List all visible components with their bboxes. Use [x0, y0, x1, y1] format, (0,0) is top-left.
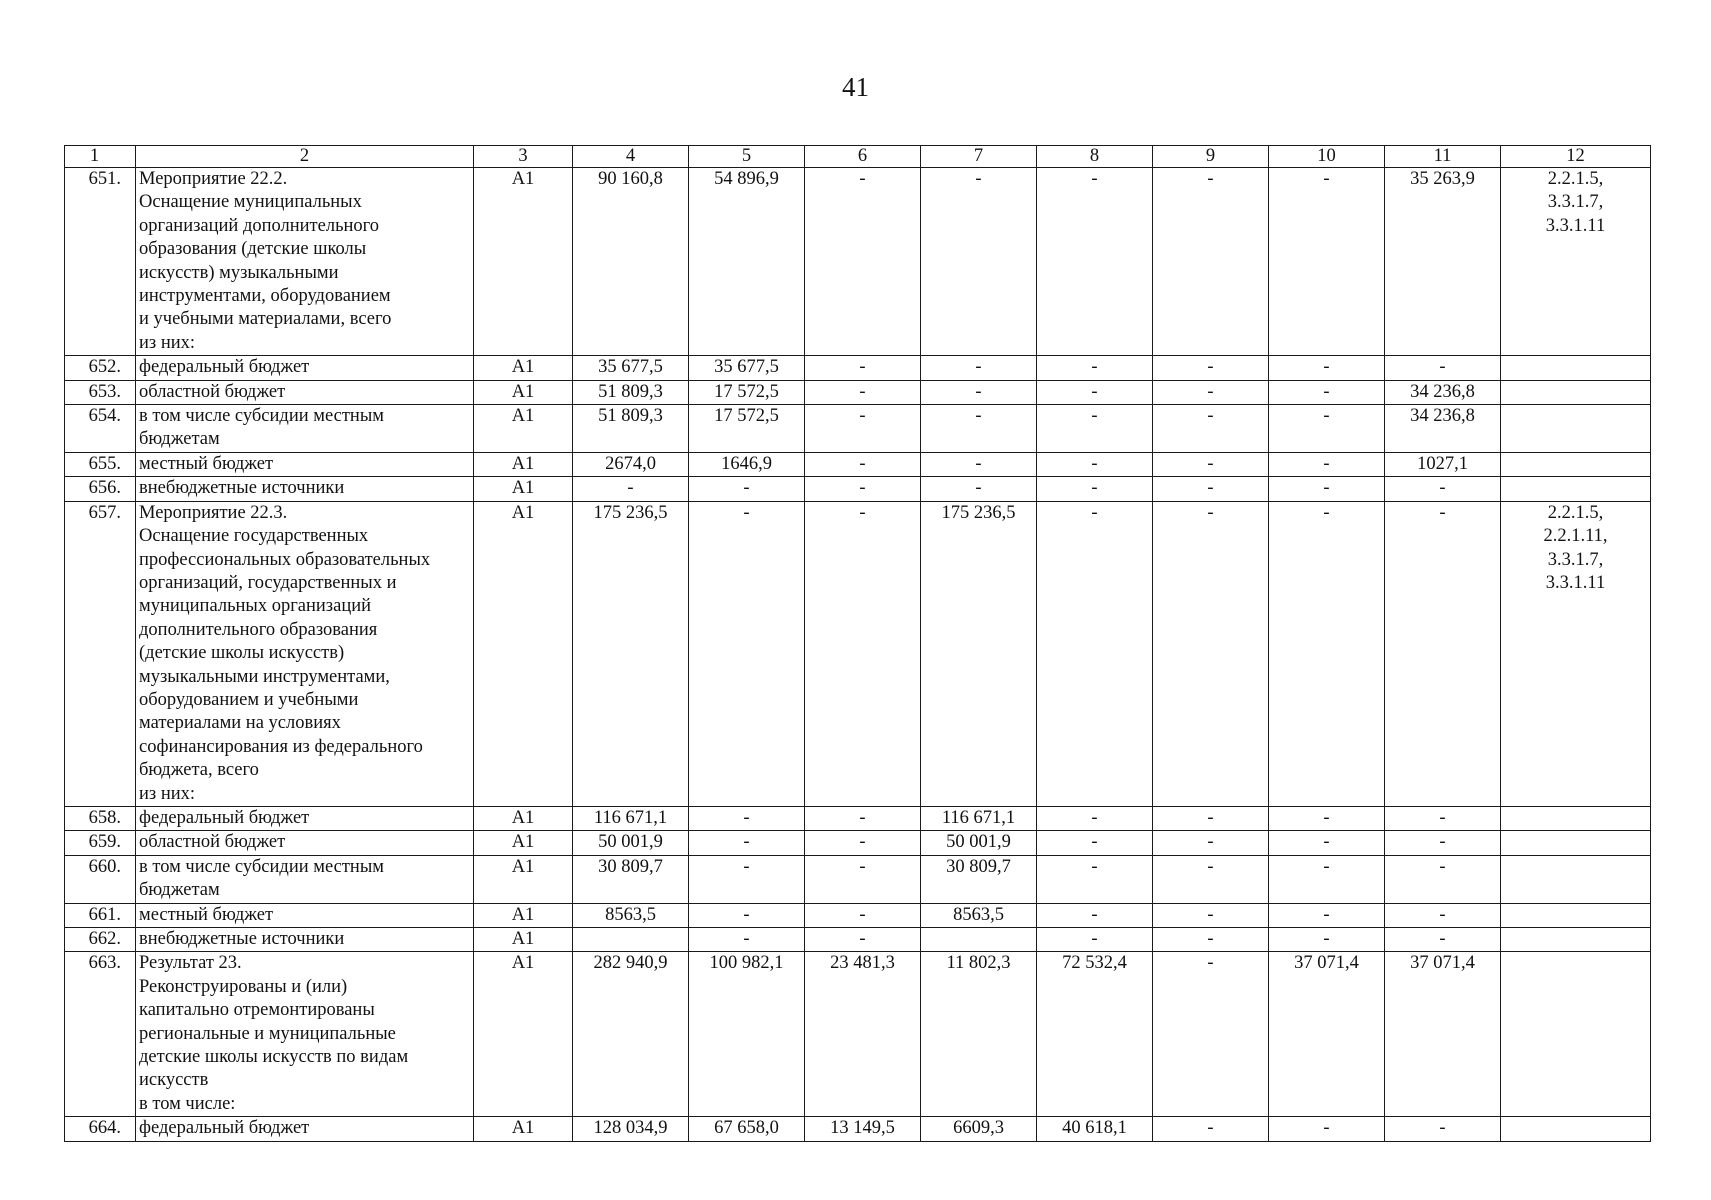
table-row	[65, 831, 1651, 855]
value-col-7-cell: 8563,5	[921, 903, 1037, 927]
value-col-5-cell: -	[689, 903, 805, 927]
value-col-4-cell: 128 034,9	[573, 1117, 689, 1141]
value-col-9-cell: -	[1153, 831, 1269, 855]
reference-cell	[1501, 405, 1651, 453]
column-number-header: 2	[136, 146, 474, 168]
value-col-5-cell: 17 572,5	[689, 380, 805, 404]
value-col-5-cell: -	[689, 806, 805, 830]
value-col-7-cell	[921, 928, 1037, 952]
column-number-header-row	[65, 146, 1651, 168]
code-cell: А1	[474, 356, 573, 380]
value-col-6-cell: -	[805, 356, 921, 380]
row-number-cell: 663.	[65, 952, 136, 1117]
value-col-10-cell: -	[1269, 1117, 1385, 1141]
value-col-5-cell: 1646,9	[689, 452, 805, 476]
column-number-header: 10	[1269, 146, 1385, 168]
value-col-10-cell: -	[1269, 380, 1385, 404]
value-col-7-cell: 30 809,7	[921, 855, 1037, 903]
value-col-5-cell: -	[689, 477, 805, 501]
column-number-header: 6	[805, 146, 921, 168]
reference-cell	[1501, 831, 1651, 855]
description-cell: Результат 23. Реконструированы и (или) капитально отремонтированы региональные и муниципальные детские школы искусств по видам искусств в том числе:	[136, 952, 474, 1117]
value-col-7-cell: 50 001,9	[921, 831, 1037, 855]
row-number-cell: 656.	[65, 477, 136, 501]
value-col-7-cell: 116 671,1	[921, 806, 1037, 830]
description-cell: федеральный бюджет	[136, 356, 474, 380]
row-number-cell: 654.	[65, 405, 136, 453]
value-col-9-cell: -	[1153, 380, 1269, 404]
table-row	[65, 405, 1651, 453]
code-cell: А1	[474, 501, 573, 806]
code-cell: А1	[474, 1117, 573, 1141]
reference-cell	[1501, 477, 1651, 501]
value-col-8-cell: -	[1037, 928, 1153, 952]
value-col-4-cell	[573, 928, 689, 952]
row-number-cell: 651.	[65, 168, 136, 356]
value-col-5-cell: 67 658,0	[689, 1117, 805, 1141]
value-col-9-cell: -	[1153, 806, 1269, 830]
value-col-9-cell: -	[1153, 928, 1269, 952]
value-col-4-cell: 50 001,9	[573, 831, 689, 855]
row-number-cell: 664.	[65, 1117, 136, 1141]
value-col-11-cell: 34 236,8	[1385, 380, 1501, 404]
column-number-header: 8	[1037, 146, 1153, 168]
value-col-10-cell: -	[1269, 356, 1385, 380]
table-row	[65, 855, 1651, 903]
value-col-6-cell: -	[805, 380, 921, 404]
value-col-8-cell: -	[1037, 501, 1153, 806]
value-col-10-cell: -	[1269, 928, 1385, 952]
value-col-7-cell: 175 236,5	[921, 501, 1037, 806]
description-cell: внебюджетные источники	[136, 928, 474, 952]
row-number-cell: 659.	[65, 831, 136, 855]
value-col-6-cell: -	[805, 806, 921, 830]
description-cell: областной бюджет	[136, 380, 474, 404]
value-col-7-cell: -	[921, 452, 1037, 476]
value-col-4-cell: 116 671,1	[573, 806, 689, 830]
description-cell: Мероприятие 22.2. Оснащение муниципальных организаций дополнительного образования (детские школы искусств) музыкальными инструментами, оборудованием и учебными материалами, всего из них:	[136, 168, 474, 356]
budget-table	[64, 145, 1651, 1142]
column-number-header: 12	[1501, 146, 1651, 168]
value-col-8-cell: -	[1037, 452, 1153, 476]
value-col-8-cell: -	[1037, 903, 1153, 927]
table-row	[65, 501, 1651, 806]
code-cell: А1	[474, 168, 573, 356]
description-cell: в том числе субсидии местным бюджетам	[136, 405, 474, 453]
code-cell: А1	[474, 903, 573, 927]
value-col-6-cell: 13 149,5	[805, 1117, 921, 1141]
row-number-cell: 657.	[65, 501, 136, 806]
value-col-10-cell: -	[1269, 405, 1385, 453]
value-col-10-cell: -	[1269, 501, 1385, 806]
value-col-7-cell: -	[921, 477, 1037, 501]
code-cell: А1	[474, 806, 573, 830]
value-col-5-cell: -	[689, 831, 805, 855]
table-row	[65, 952, 1651, 1117]
value-col-9-cell: -	[1153, 501, 1269, 806]
description-cell: Мероприятие 22.3. Оснащение государственных профессиональных образовательных организаций, государственных и муниципальных организаций дополнительного образования (детские школы искусств) музыкальными инструментами, оборудованием и учебными материалами на условиях софинансирования из федерального бюджета, всего из них:	[136, 501, 474, 806]
row-number-cell: 662.	[65, 928, 136, 952]
description-cell: в том числе субсидии местным бюджетам	[136, 855, 474, 903]
value-col-11-cell: -	[1385, 356, 1501, 380]
value-col-5-cell: -	[689, 855, 805, 903]
value-col-5-cell: 54 896,9	[689, 168, 805, 356]
reference-cell	[1501, 855, 1651, 903]
code-cell: А1	[474, 452, 573, 476]
value-col-7-cell: -	[921, 168, 1037, 356]
reference-cell	[1501, 356, 1651, 380]
value-col-8-cell: -	[1037, 380, 1153, 404]
value-col-11-cell: -	[1385, 855, 1501, 903]
value-col-5-cell: 100 982,1	[689, 952, 805, 1117]
column-number-header: 9	[1153, 146, 1269, 168]
value-col-8-cell: -	[1037, 855, 1153, 903]
value-col-7-cell: -	[921, 405, 1037, 453]
value-col-8-cell: -	[1037, 405, 1153, 453]
value-col-10-cell: -	[1269, 806, 1385, 830]
description-cell: областной бюджет	[136, 831, 474, 855]
value-col-6-cell: -	[805, 903, 921, 927]
value-col-8-cell: 40 618,1	[1037, 1117, 1153, 1141]
column-number-header: 4	[573, 146, 689, 168]
value-col-4-cell: 8563,5	[573, 903, 689, 927]
row-number-cell: 661.	[65, 903, 136, 927]
table-row	[65, 806, 1651, 830]
value-col-8-cell: -	[1037, 831, 1153, 855]
value-col-11-cell: -	[1385, 903, 1501, 927]
code-cell: А1	[474, 855, 573, 903]
value-col-11-cell: 1027,1	[1385, 452, 1501, 476]
value-col-6-cell: 23 481,3	[805, 952, 921, 1117]
value-col-4-cell: 282 940,9	[573, 952, 689, 1117]
value-col-8-cell: 72 532,4	[1037, 952, 1153, 1117]
value-col-8-cell: -	[1037, 806, 1153, 830]
reference-cell	[1501, 903, 1651, 927]
value-col-9-cell: -	[1153, 477, 1269, 501]
value-col-7-cell: -	[921, 380, 1037, 404]
value-col-10-cell: -	[1269, 452, 1385, 476]
value-col-4-cell: 51 809,3	[573, 405, 689, 453]
value-col-6-cell: -	[805, 855, 921, 903]
description-cell: местный бюджет	[136, 903, 474, 927]
value-col-11-cell: 34 236,8	[1385, 405, 1501, 453]
value-col-9-cell: -	[1153, 168, 1269, 356]
reference-cell	[1501, 928, 1651, 952]
description-cell: федеральный бюджет	[136, 806, 474, 830]
reference-cell	[1501, 452, 1651, 476]
table-row	[65, 928, 1651, 952]
description-cell: внебюджетные источники	[136, 477, 474, 501]
page-number: 41	[842, 72, 869, 102]
value-col-4-cell: 175 236,5	[573, 501, 689, 806]
column-number-header: 1	[65, 146, 136, 168]
code-cell: А1	[474, 831, 573, 855]
row-number-cell: 653.	[65, 380, 136, 404]
value-col-8-cell: -	[1037, 356, 1153, 380]
row-number-cell: 655.	[65, 452, 136, 476]
reference-cell	[1501, 952, 1651, 1117]
value-col-7-cell: -	[921, 356, 1037, 380]
table-row	[65, 903, 1651, 927]
value-col-10-cell: -	[1269, 831, 1385, 855]
reference-cell	[1501, 380, 1651, 404]
value-col-6-cell: -	[805, 405, 921, 453]
row-number-cell: 660.	[65, 855, 136, 903]
reference-cell	[1501, 1117, 1651, 1141]
value-col-4-cell: 90 160,8	[573, 168, 689, 356]
code-cell: А1	[474, 380, 573, 404]
value-col-9-cell: -	[1153, 405, 1269, 453]
code-cell: А1	[474, 405, 573, 453]
value-col-4-cell: -	[573, 477, 689, 501]
value-col-9-cell: -	[1153, 952, 1269, 1117]
code-cell: А1	[474, 477, 573, 501]
value-col-11-cell: -	[1385, 1117, 1501, 1141]
value-col-6-cell: -	[805, 501, 921, 806]
value-col-8-cell: -	[1037, 477, 1153, 501]
value-col-11-cell: 37 071,4	[1385, 952, 1501, 1117]
value-col-6-cell: -	[805, 477, 921, 501]
table-row	[65, 1117, 1651, 1141]
value-col-11-cell: -	[1385, 831, 1501, 855]
table-row	[65, 168, 1651, 356]
value-col-9-cell: -	[1153, 855, 1269, 903]
reference-cell: 2.2.1.5, 3.3.1.7, 3.3.1.11	[1501, 168, 1651, 356]
value-col-9-cell: -	[1153, 1117, 1269, 1141]
reference-cell	[1501, 806, 1651, 830]
value-col-6-cell: -	[805, 168, 921, 356]
value-col-10-cell: -	[1269, 168, 1385, 356]
value-col-11-cell: -	[1385, 806, 1501, 830]
column-number-header: 11	[1385, 146, 1501, 168]
code-cell: А1	[474, 952, 573, 1117]
value-col-11-cell: -	[1385, 477, 1501, 501]
value-col-5-cell: 35 677,5	[689, 356, 805, 380]
value-col-5-cell: 17 572,5	[689, 405, 805, 453]
reference-cell: 2.2.1.5, 2.2.1.11, 3.3.1.7, 3.3.1.11	[1501, 501, 1651, 806]
value-col-6-cell: -	[805, 831, 921, 855]
column-number-header: 3	[474, 146, 573, 168]
value-col-5-cell: -	[689, 501, 805, 806]
value-col-10-cell: -	[1269, 903, 1385, 927]
value-col-6-cell: -	[805, 928, 921, 952]
value-col-10-cell: 37 071,4	[1269, 952, 1385, 1117]
value-col-6-cell: -	[805, 452, 921, 476]
value-col-10-cell: -	[1269, 855, 1385, 903]
description-cell: местный бюджет	[136, 452, 474, 476]
column-number-header: 5	[689, 146, 805, 168]
value-col-4-cell: 2674,0	[573, 452, 689, 476]
table-body	[65, 146, 1651, 1142]
value-col-10-cell: -	[1269, 477, 1385, 501]
value-col-9-cell: -	[1153, 903, 1269, 927]
table-row	[65, 477, 1651, 501]
code-cell: А1	[474, 928, 573, 952]
value-col-5-cell: -	[689, 928, 805, 952]
table-row	[65, 452, 1651, 476]
table-row	[65, 380, 1651, 404]
value-col-4-cell: 35 677,5	[573, 356, 689, 380]
value-col-4-cell: 51 809,3	[573, 380, 689, 404]
column-number-header: 7	[921, 146, 1037, 168]
value-col-11-cell: 35 263,9	[1385, 168, 1501, 356]
value-col-8-cell: -	[1037, 168, 1153, 356]
value-col-7-cell: 6609,3	[921, 1117, 1037, 1141]
value-col-11-cell: -	[1385, 501, 1501, 806]
row-number-cell: 652.	[65, 356, 136, 380]
value-col-4-cell: 30 809,7	[573, 855, 689, 903]
description-cell: федеральный бюджет	[136, 1117, 474, 1141]
value-col-9-cell: -	[1153, 356, 1269, 380]
value-col-9-cell: -	[1153, 452, 1269, 476]
value-col-11-cell: -	[1385, 928, 1501, 952]
value-col-7-cell: 11 802,3	[921, 952, 1037, 1117]
table-row	[65, 356, 1651, 380]
row-number-cell: 658.	[65, 806, 136, 830]
